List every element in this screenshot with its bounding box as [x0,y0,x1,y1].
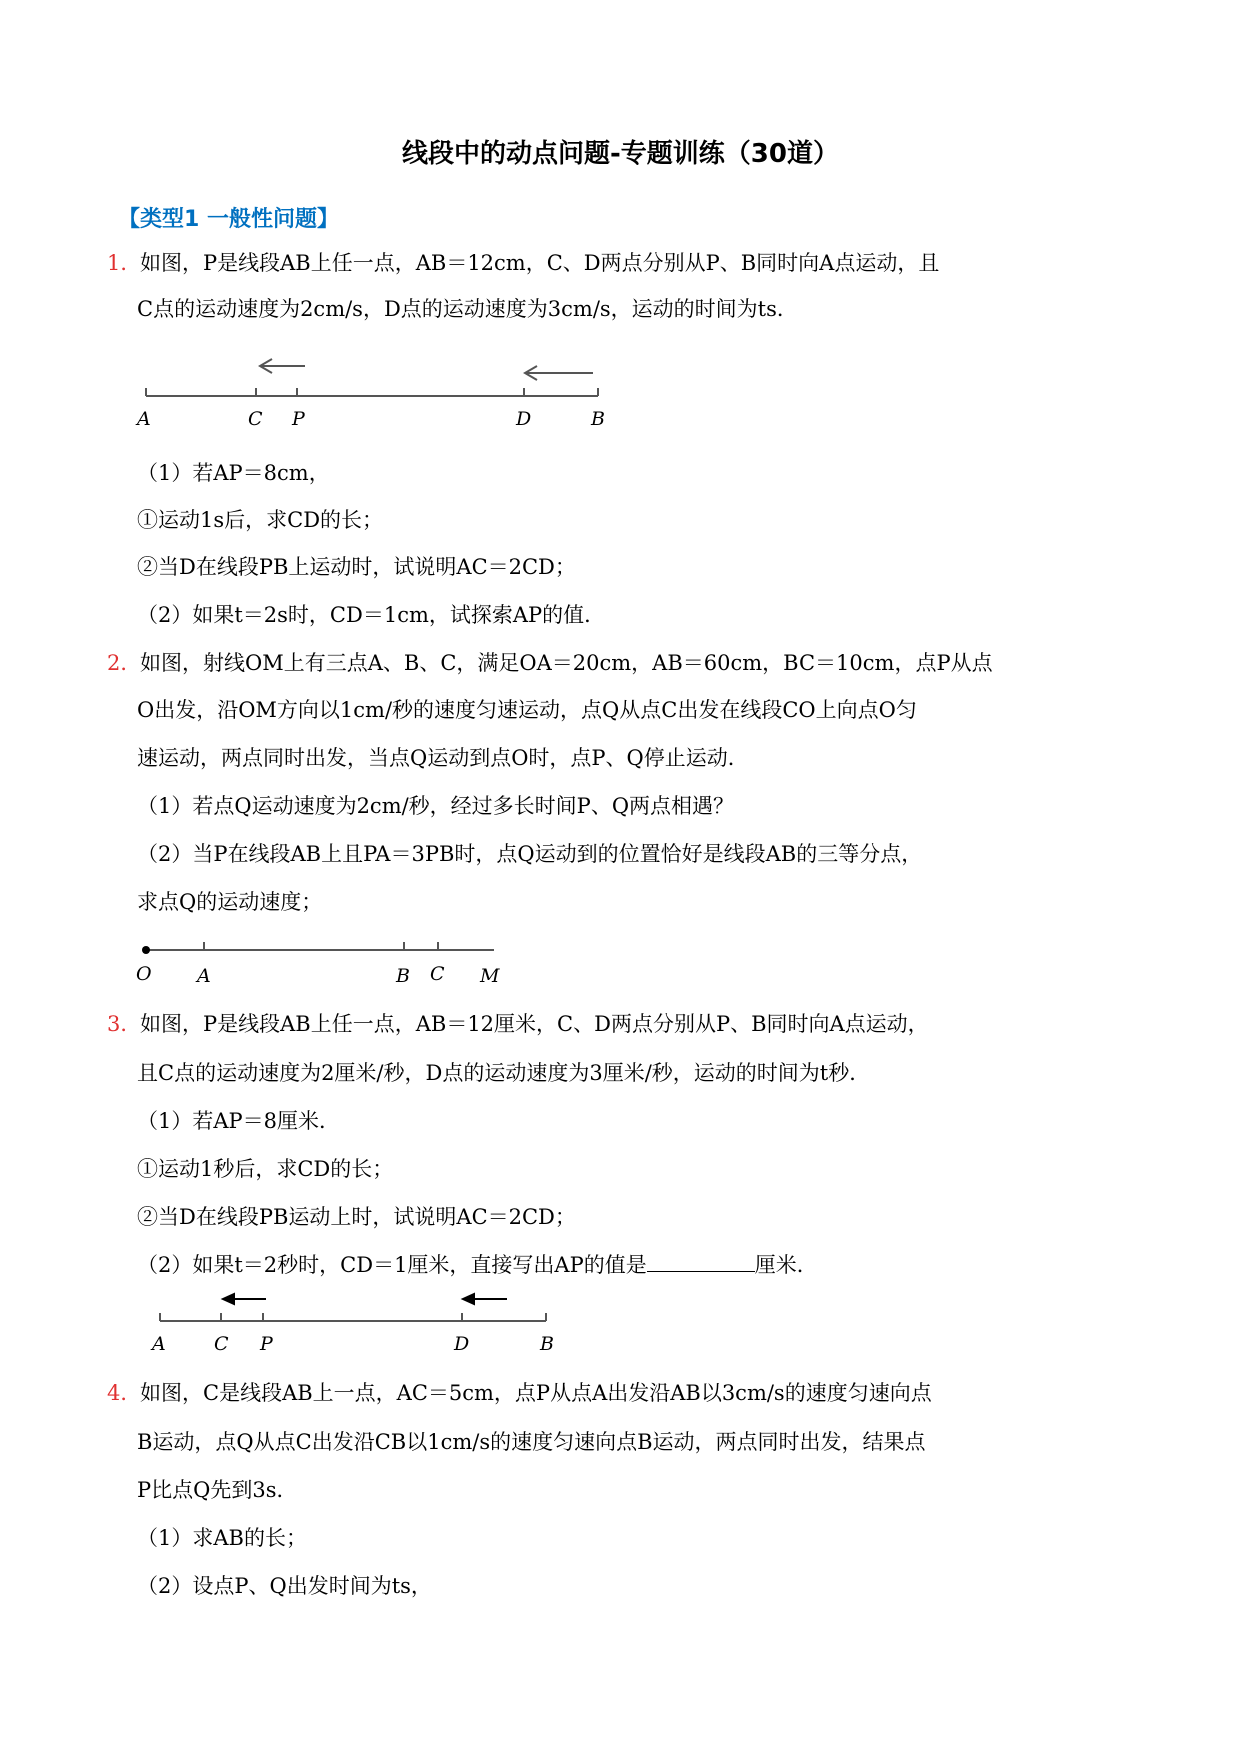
sub-question: ②当D在线段PB运动上时，试说明AC＝2CD； [137,1205,576,1229]
sub-question-text: （2）如果t＝2秒时，CD＝1厘米，直接写出AP的值是 [137,1253,647,1277]
point-label: D [454,1333,470,1355]
point-label: B [591,408,605,430]
sub-question-unit: 厘米． [754,1253,818,1277]
problem-text: 如图，射线OM上有三点A、B、C，满足OA＝20cm，AB＝60cm，BC＝10cm，点P从点 [140,651,993,675]
figure-3 [130,1290,570,1355]
problem-number: 3． [107,1012,142,1036]
point-label: C [430,963,445,985]
problem-text: P比点Q先到3s． [137,1478,298,1502]
point-label: D [516,408,532,430]
point-label: P [260,1333,273,1355]
point-label: C [248,408,263,430]
sub-question [137,1251,818,1279]
point-label: A [137,408,151,430]
point-label: M [480,965,500,987]
point-label: C [214,1333,229,1355]
arrow-left-icon [463,1294,507,1304]
problem-text: B运动，点Q从点C出发沿CB以1cm/s的速度匀速向点B运动，两点同时出发，结果点 [137,1430,926,1454]
sub-question: （2）设点P、Q出发时间为ts， [137,1574,432,1598]
problem-text: C点的运动速度为2cm/s，D点的运动速度为3cm/s，运动的时间为ts． [137,297,798,321]
sub-question: （1）若AP＝8cm， [137,461,330,485]
point-label: B [396,965,410,987]
point-label: O [136,963,152,985]
problem-text: 且C点的运动速度为2厘米/秒，D点的运动速度为3厘米/秒，运动的时间为t秒． [137,1061,871,1085]
sub-question: （2）当P在线段AB上且PA＝3PB时，点Q运动到的位置恰好是线段AB的三等分点， [137,842,923,866]
point-label: B [540,1333,554,1355]
section-heading: 【类型1 一般性问题】 [118,207,339,232]
problem-number: 1． [107,251,142,275]
sub-question: ①运动1s后，求CD的长； [137,508,384,532]
sub-question: 求点Q的运动速度； [137,890,323,914]
sub-question: （1）若AP＝8厘米． [137,1109,341,1133]
sub-question: ①运动1秒后，求CD的长； [137,1157,394,1181]
problem-text: 如图，C是线段AB上一点，AC＝5cm，点P从点A出发沿AB以3cm/s的速度匀速向点 [140,1381,932,1405]
problem-number: 2． [107,651,142,675]
page-title: 线段中的动点问题-专题训练（30道） [402,139,839,169]
origin-dot [142,946,150,954]
sub-question: （1）若点Q运动速度为2cm/秒，经过多长时间P、Q两点相遇？ [137,794,735,818]
figure-2 [130,935,510,990]
arrow-left-icon [260,359,305,373]
point-label: P [292,408,305,430]
problem-text: 如图，P是线段AB上任一点，AB＝12厘米，C、D两点分别从P、B同时向A点运动， [140,1012,929,1036]
figure-1 [130,355,620,435]
arrow-left-icon [223,1294,266,1304]
point-label: A [197,965,211,987]
sub-question: （1）求AB的长； [137,1526,307,1550]
answer-blank[interactable] [647,1251,755,1272]
problem-text: 如图，P是线段AB上任一点，AB＝12cm，C、D两点分别从P、B同时向A点运动，且 [140,251,940,275]
point-label: A [152,1333,166,1355]
arrow-left-icon [525,366,593,380]
problem-text: O出发，沿OM方向以1cm/秒的速度匀速运动，点Q从点C出发在线段CO上向点O匀 [137,698,917,722]
problem-number: 4． [107,1381,142,1405]
sub-question: ②当D在线段PB上运动时，试说明AC＝2CD； [137,555,576,579]
sub-question: （2）如果t＝2s时，CD＝1cm，试探索AP的值． [137,603,606,627]
problem-text: 速运动，两点同时出发，当点Q运动到点O时，点P、Q停止运动． [137,746,749,770]
